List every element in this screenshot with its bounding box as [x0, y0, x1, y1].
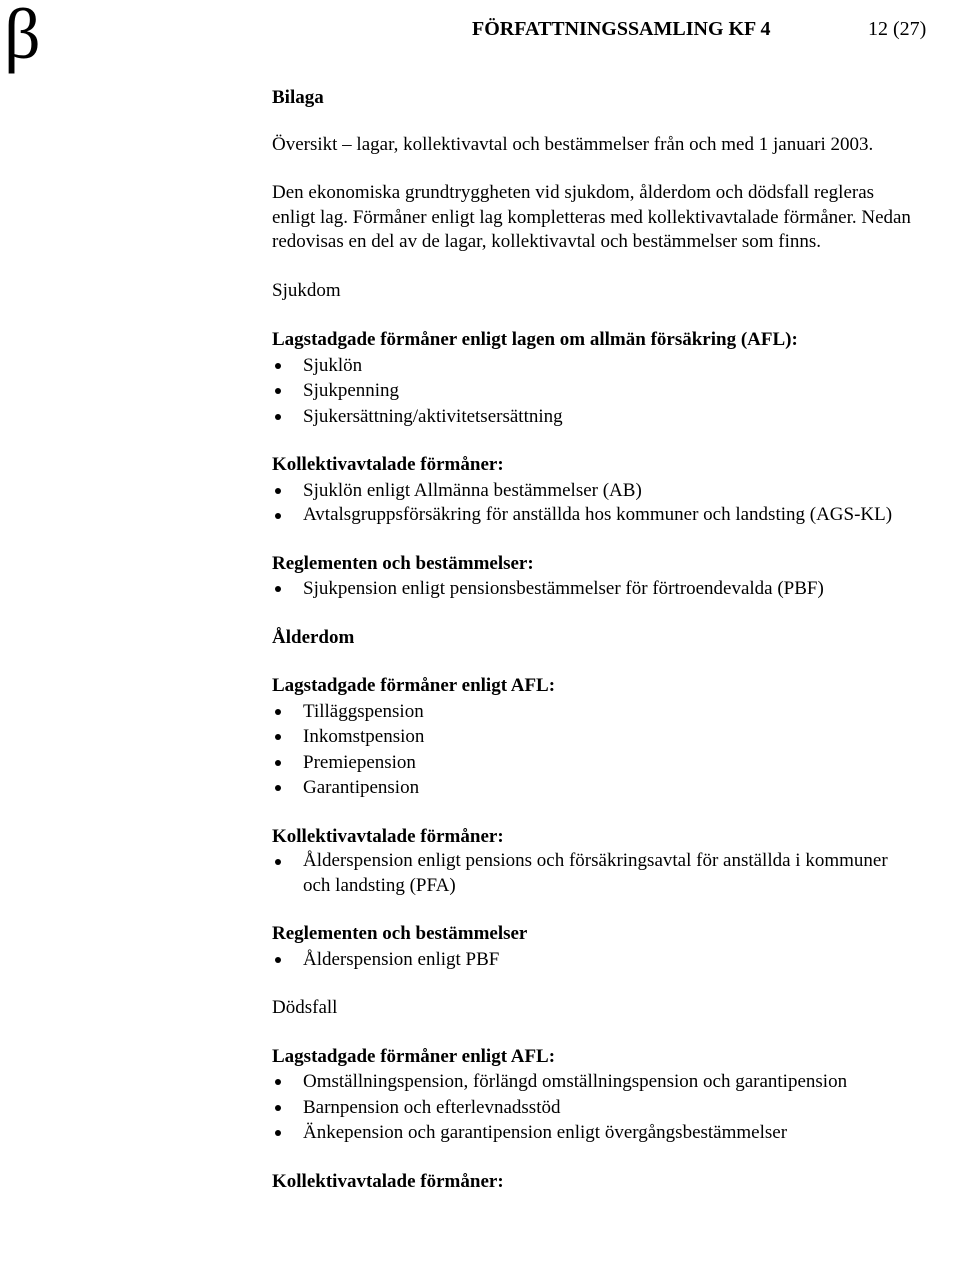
bullet-list: [272, 947, 952, 973]
list-item: Omställningspension, förlängd omställningspension och garantipension: [272, 1069, 952, 1095]
list-item: Premiepension: [272, 750, 952, 776]
subheading: Reglementen och bestämmelser: [272, 923, 528, 944]
intro-paragraph-2: Den ekonomiska grundtryggheten vid sjukdom, ålderdom och dödsfall regleras enligt lag. Förmåner enligt lag kompletteras med kollektivavtalade förmåner. Nedan redovisas en del av de lagar, kollektivavtal och bestämmelser som finns.: [272, 182, 911, 252]
bullet-list: [272, 849, 952, 898]
document-body: [272, 0, 952, 1194]
bilaga-heading: Bilaga: [272, 87, 324, 108]
bullet-list: [272, 478, 952, 528]
list-item: Ålderspension enligt PBF: [272, 947, 952, 973]
subheading: Lagstadgade förmåner enligt AFL:: [272, 675, 556, 696]
list-item: Barnpension och efterlevnadsstöd: [272, 1095, 952, 1121]
list-item: Inkomstpension: [272, 724, 952, 750]
document-title: FÖRFATTNINGSSAMLING KF 4: [472, 18, 771, 40]
subheading: Kollektivavtalade förmåner:: [272, 1170, 504, 1192]
list-item: Sjukpension enligt pensionsbestämmelser för förtroendevalda (PBF): [272, 576, 952, 602]
subheading: Lagstadgade förmåner enligt AFL:: [272, 1045, 556, 1067]
intro-paragraph-1: Översikt – lagar, kollektivavtal och bestämmelser från och med 1 januari 2003.: [272, 133, 874, 155]
list-item: Änkepension och garantipension enligt övergångsbestämmelser: [272, 1120, 952, 1146]
list-item: Tilläggspension: [272, 699, 952, 725]
list-item: Avtalsgruppsförsäkring för anställda hos kommuner och landsting (AGS-KL): [272, 503, 893, 528]
list-item: Ålderspension enligt pensions och försäkringsavtal för anställda i kommuner och landsting (PFA): [272, 849, 903, 898]
list-item: Garantipension: [272, 775, 952, 801]
logo: β: [4, 0, 41, 74]
list-item: Sjuklön enligt Allmänna bestämmelser (AB): [272, 478, 952, 504]
section-heading-dodsfall: Dödsfall: [272, 997, 338, 1018]
bullet-list: [272, 353, 952, 430]
subheading: Kollektivavtalade förmåner:: [272, 454, 504, 475]
list-item: Sjukpenning: [272, 378, 952, 404]
section-heading-alderdom: Ålderdom: [272, 626, 355, 648]
subheading: Lagstadgade förmåner enligt lagen om allmän försäkring (AFL):: [272, 329, 798, 350]
list-item: Sjuklön: [272, 353, 952, 379]
bullet-list: [272, 1069, 952, 1146]
page-number: 12 (27): [868, 18, 927, 40]
subheading: Reglementen och bestämmelser:: [272, 552, 534, 574]
section-heading-sjukdom: Sjukdom: [272, 279, 341, 301]
list-item: Sjukersättning/aktivitetsersättning: [272, 404, 952, 430]
bullet-list: [272, 699, 952, 801]
bullet-list: [272, 576, 952, 602]
subheading: Kollektivavtalade förmåner:: [272, 825, 504, 847]
